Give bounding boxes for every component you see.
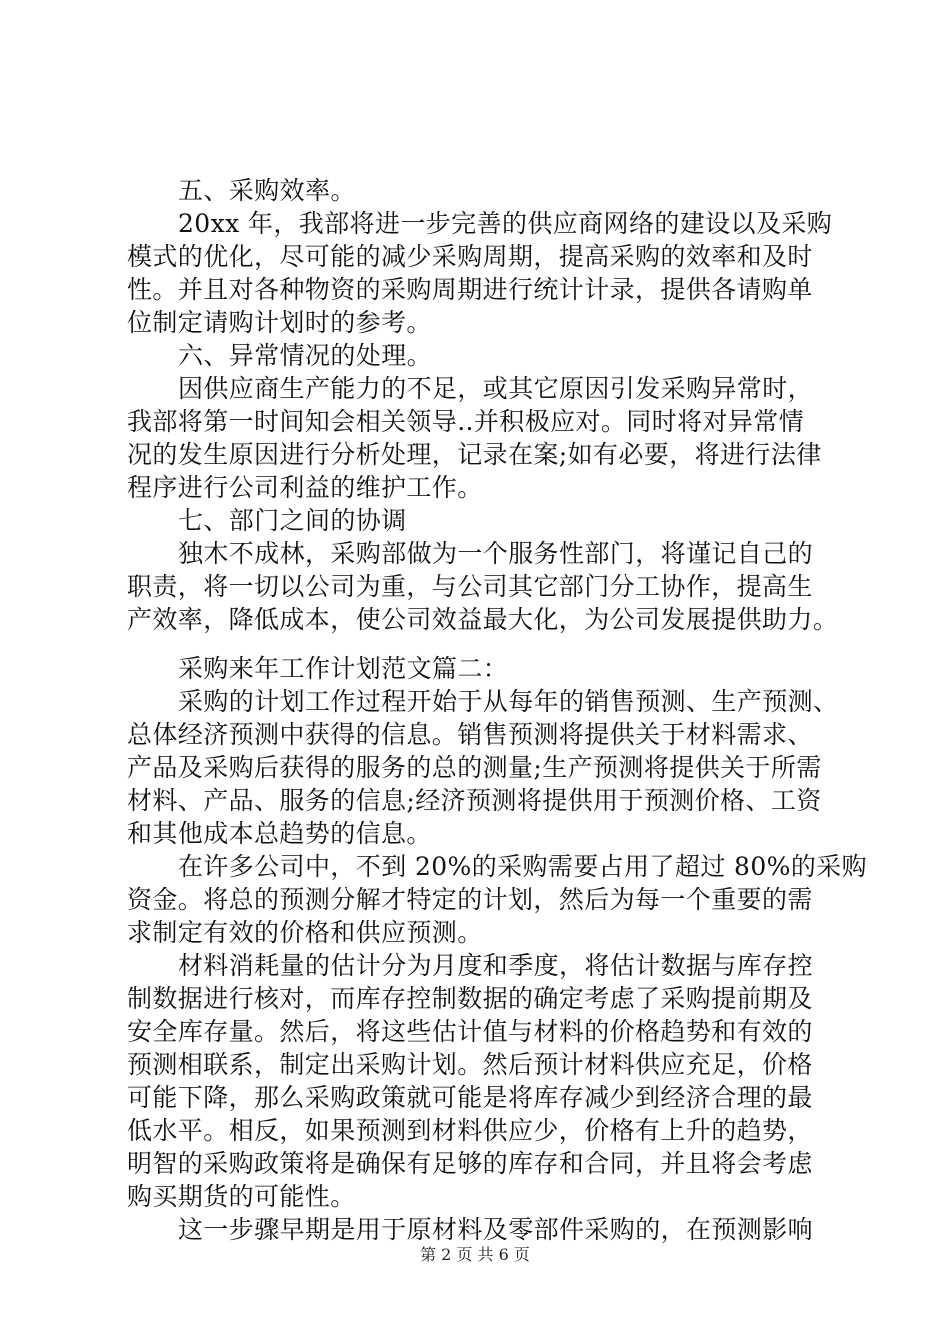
paragraph-line: 材料消耗量的估计分为月度和季度，将估计数据与库存控 xyxy=(178,951,814,980)
section-heading: 六、异常情况的处理。 xyxy=(178,341,433,370)
section-heading: 五、采购效率。 xyxy=(178,176,356,205)
paragraph-line: 制数据进行核对，而库存控制数据的确定考虑了采购提前期及 xyxy=(127,984,813,1013)
paragraph-line: 模式的优化，尽可能的减少采购周期，提高采购的效率和及时 xyxy=(127,242,813,271)
paragraph-line: 可能下降，那么采购政策就可能是将库存减少到经济合理的最 xyxy=(127,1083,813,1112)
page-footer: 第 2 页 共 6 页 xyxy=(420,1245,530,1264)
paragraph-line: 程序进行公司利益的维护工作。 xyxy=(127,473,483,502)
paragraph-line: 求制定有效的价格和供应预测。 xyxy=(127,918,483,947)
paragraph-line: 这一步骤早期是用于原材料及零部件采购的，在预测影响 xyxy=(178,1215,814,1244)
paragraph-line: 预测相联系，制定出采购计划。然后预计材料供应充足，价格 xyxy=(127,1050,813,1079)
paragraph-line: 20xx 年，我部将进一步完善的供应商网络的建设以及采购 xyxy=(178,209,833,238)
paragraph-line: 总体经济预测中获得的信息。销售预测将提供关于材料需求、 xyxy=(127,720,813,749)
paragraph-line: 职责，将一切以公司为重，与公司其它部门分工协作，提高生 xyxy=(127,572,813,601)
paragraph-line: 位制定请购计划时的参考。 xyxy=(127,308,432,337)
paragraph-line: 产品及采购后获得的服务的总的测量;生产预测将提供关于所需 xyxy=(127,753,822,782)
paragraph-line: 购买期货的可能性。 xyxy=(127,1182,356,1211)
paragraph-line: 安全库存量。然后，将这些估计值与材料的价格趋势和有效的 xyxy=(127,1017,813,1046)
paragraph-line: 明智的采购政策将是确保有足够的库存和合同，并且将会考虑 xyxy=(127,1149,813,1178)
paragraph-line: 因供应商生产能力的不足，或其它原因引发采购异常时， xyxy=(178,374,814,403)
section-heading: 七、部门之间的协调 xyxy=(178,506,407,535)
paragraph-line: 在许多公司中，不到 20%的采购需要占用了超过 80%的采购 xyxy=(178,852,868,881)
section-heading: 采购来年工作计划范文篇二： xyxy=(178,654,509,683)
paragraph-line: 低水平。相反，如果预测到材料供应少，价格有上升的趋势， xyxy=(127,1116,813,1145)
paragraph-line: 和其他成本总趋势的信息。 xyxy=(127,819,432,848)
paragraph-line: 资金。将总的预测分解才特定的计划，然后为每一个重要的需 xyxy=(127,885,813,914)
paragraph-line: 采购的计划工作过程开始于从每年的销售预测、生产预测、 xyxy=(178,687,839,716)
paragraph-line: 况的发生原因进行分析处理，记录在案;如有必要，将进行法律 xyxy=(127,440,822,469)
paragraph-line: 性。并且对各种物资的采购周期进行统计计录，提供各请购单 xyxy=(127,275,813,304)
paragraph-line: 我部将第一时间知会相关领导..并积极应对。同时将对异常情 xyxy=(127,407,805,436)
paragraph-line: 材料、产品、服务的信息;经济预测将提供用于预测价格、工资 xyxy=(127,786,822,815)
paragraph-line: 产效率，降低成本，使公司效益最大化，为公司发展提供助力。 xyxy=(127,605,839,634)
paragraph-line: 独木不成林，采购部做为一个服务性部门，将谨记自己的 xyxy=(178,539,814,568)
